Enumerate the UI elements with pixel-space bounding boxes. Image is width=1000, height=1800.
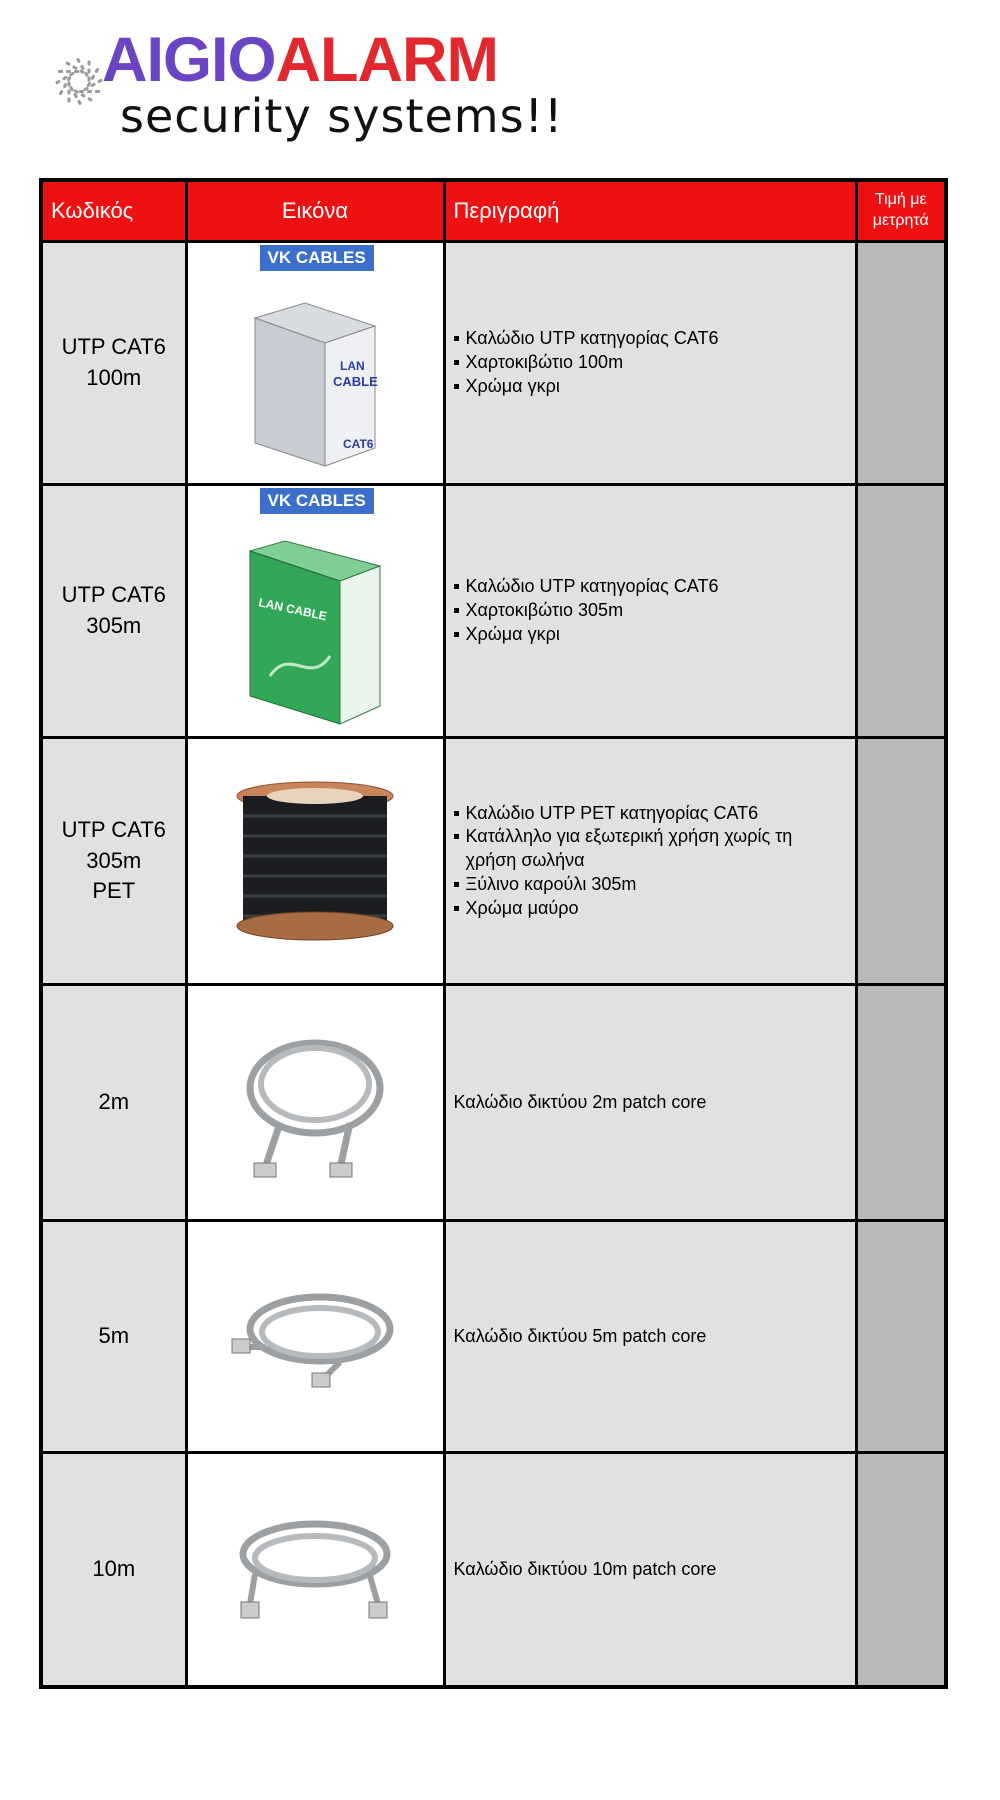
description-item: Χρώμα γκρι	[454, 623, 855, 647]
product-code	[41, 485, 186, 738]
product-code-line: UTP CAT6	[61, 582, 166, 608]
header-price-line2: μετρητά	[872, 212, 929, 229]
box-label: LAN CABLE	[257, 595, 329, 624]
description-list	[454, 802, 855, 921]
header-code: Κωδικός	[41, 180, 186, 242]
brand-name-part2: ALARM	[275, 25, 498, 95]
product-code: 2m	[41, 985, 186, 1221]
table-row	[41, 1453, 946, 1687]
product-price	[856, 985, 946, 1221]
product-image	[186, 485, 444, 738]
product-code: 10m	[41, 1453, 186, 1687]
product-image	[186, 1453, 444, 1687]
description-item: Χρώμα μαύρο	[454, 897, 855, 921]
product-image	[186, 242, 444, 485]
description-item: Καλώδιο UTP κατηγορίας CAT6	[454, 575, 855, 599]
product-price	[856, 485, 946, 738]
brand-badge: VK CABLES	[260, 245, 374, 271]
logo-burst-icon	[24, 25, 114, 135]
table-row	[41, 738, 946, 985]
product-description	[444, 738, 856, 985]
product-table	[39, 178, 948, 1689]
box-tag: CAT6	[343, 437, 374, 451]
box-label-1: LAN	[340, 359, 365, 373]
brand-name	[102, 25, 498, 95]
product-price	[856, 1221, 946, 1453]
product-image	[186, 738, 444, 985]
patch-cable-icon	[240, 1018, 390, 1188]
product-code-line: 305m	[86, 847, 142, 873]
description-list	[454, 327, 855, 398]
cable-reel-icon	[235, 776, 395, 946]
table-row	[41, 242, 946, 485]
product-code-line: UTP CAT6	[61, 334, 166, 360]
description-item: Χαρτοκιβώτιο 100m	[454, 351, 855, 375]
product-image	[186, 1221, 444, 1453]
product-description: Καλώδιο δικτύου 5m patch core	[444, 1221, 856, 1453]
product-code-line: 305m	[86, 613, 142, 638]
product-description: Καλώδιο δικτύου 10m patch core	[444, 1453, 856, 1687]
product-description	[444, 485, 856, 738]
table-row	[41, 985, 946, 1221]
brand-name-part1: AIGIO	[102, 25, 276, 95]
description-item: Καλώδιο UTP PET κατηγορίας CAT6	[454, 802, 855, 826]
box-label-2: CABLE	[333, 374, 378, 389]
header-price-line1: Τιμή με	[874, 191, 927, 209]
product-description: Καλώδιο δικτύου 2m patch core	[444, 985, 856, 1221]
product-code	[41, 738, 186, 985]
product-image	[186, 985, 444, 1221]
table-row	[41, 485, 946, 738]
description-item: Κατάλληλο για εξωτερική χρήση χωρίς τη χρήση σωλήνα	[454, 825, 855, 873]
product-code-line: 100m	[86, 365, 142, 390]
product-price	[856, 1453, 946, 1687]
patch-cable-icon	[230, 1504, 400, 1634]
cable-box-green-icon	[240, 536, 390, 726]
product-code: 5m	[41, 1221, 186, 1453]
product-price	[856, 738, 946, 985]
description-item: Χαρτοκιβώτιο 305m	[454, 599, 855, 623]
header-description: Περιγραφή	[444, 180, 856, 242]
table-row	[41, 1221, 946, 1453]
table-header-row	[41, 180, 946, 242]
description-item: Ξύλινο καρούλι 305m	[454, 873, 855, 897]
description-item: Καλώδιο UTP κατηγορίας CAT6	[454, 327, 855, 351]
description-item: Χρώμα γκρι	[454, 375, 855, 399]
brand-logo	[24, 25, 564, 150]
patch-cable-icon	[230, 1277, 400, 1397]
brand-tagline: security systems!!	[120, 89, 564, 143]
product-code-line: UTP CAT6	[61, 816, 166, 842]
description-list	[454, 575, 855, 646]
product-description	[444, 242, 856, 485]
header-image: Εικόνα	[186, 180, 444, 242]
product-code-line: PET	[92, 878, 136, 904]
brand-badge: VK CABLES	[260, 488, 374, 514]
product-price	[856, 242, 946, 485]
product-code	[41, 242, 186, 485]
cable-box-gray-icon	[245, 298, 385, 468]
header-price	[856, 180, 946, 242]
